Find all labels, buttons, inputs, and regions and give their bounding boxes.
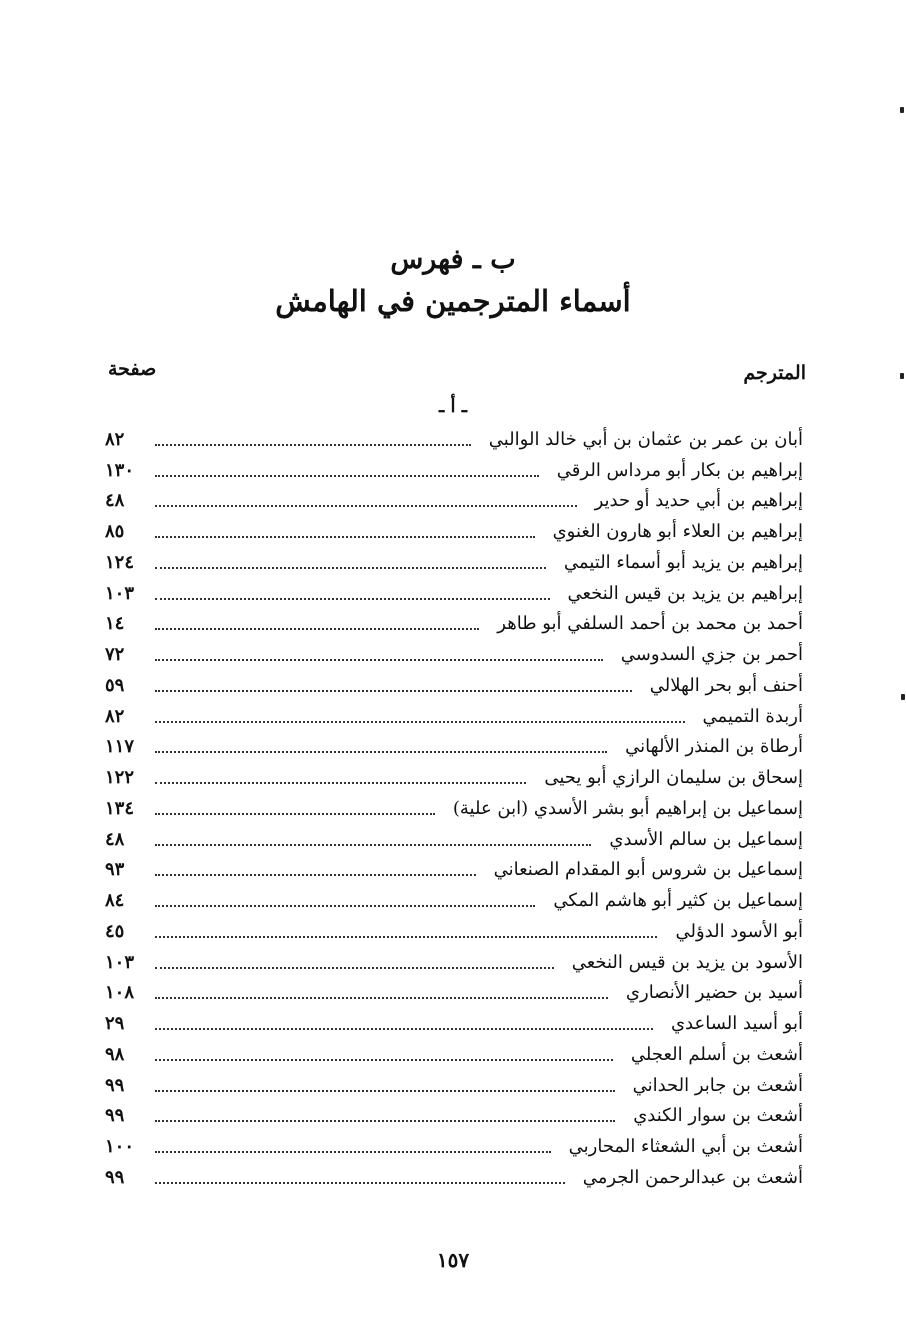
entry-page-number: ٩٩ [105,1074,125,1096]
index-entry [105,885,803,916]
dot-leader [155,720,685,723]
dot-leader [155,627,479,630]
entry-name: أبان بن عمر بن عثمان بن أبي خالد الوالبي [488,428,803,450]
entry-name: إسماعيل بن شروس أبو المقدام الصنعاني [493,859,803,881]
entry-page-number: ٩٣ [105,859,125,881]
entry-page-number: ٩٨ [105,1043,125,1065]
entry-page-number: ٨٢ [105,705,125,727]
dot-leader [155,1150,551,1153]
index-entry [105,670,803,701]
entry-page-number: ١٠٣ [105,951,135,973]
entry-page-number: ١٣٠ [105,459,135,481]
entry-name: أبو أسيد الساعدي [670,1013,803,1035]
dot-leader [155,566,546,569]
entry-page-number: ٥٩ [105,674,125,696]
entry-page-number: ١٠٠ [105,1136,135,1158]
index-title [0,240,906,322]
dot-leader [155,504,577,507]
page-number: ١٥٧ [436,1248,470,1272]
section-letter-alif: ـ أ ـ [438,396,468,417]
index-entry [105,1162,803,1193]
entry-name: أبو الأسود الدؤلي [675,920,803,942]
entry-page-number: ٤٥ [105,920,125,942]
dot-leader [155,443,471,446]
entry-page-number: ١٠٨ [105,982,135,1004]
title-line-2: أسماء المترجمين في الهامش [275,284,631,318]
entry-name: أرطاة بن المنذر الألهاني [625,736,803,758]
index-entries [105,424,803,1193]
dot-leader [155,597,550,600]
entry-page-number: ١٢٢ [105,767,135,789]
index-entry [105,547,803,578]
entry-name: أحمد بن محمد بن أحمد السلفي أبو طاهر [497,613,803,635]
dot-leader [155,1089,615,1092]
entry-page-number: ٨٥ [105,521,125,543]
dot-leader [155,996,608,999]
index-entry [105,578,803,609]
entry-name: أسيد بن حضير الأنصاري [625,982,803,1004]
index-entry [105,762,803,793]
entry-page-number: ٤٨ [105,828,125,850]
entry-name: أشعث بن سوار الكندي [633,1105,803,1127]
title-line-1: ب ـ فهرس [390,244,516,275]
index-entry [105,639,803,670]
dot-leader [155,873,476,876]
index-entry [105,793,803,824]
edge-mark [900,373,904,379]
index-entry [105,855,803,886]
dot-leader [155,1027,653,1030]
edge-mark [901,694,905,700]
entry-name: إسحاق بن سليمان الرازي أبو يحيى [544,767,803,789]
index-entry [105,486,803,517]
column-header-page: صفحة [108,358,157,380]
index-entry [105,1070,803,1101]
entry-name: إسماعيل بن كثير أبو هاشم المكي [553,890,803,912]
entry-page-number: ٩٩ [105,1166,125,1188]
entry-name: أشعث بن جابر الحداني [632,1074,803,1096]
entry-name: أربدة التميمي [702,705,803,727]
index-entry [105,824,803,855]
dot-leader [155,904,535,907]
edge-mark [900,107,904,113]
dot-leader [155,966,554,969]
entry-page-number: ١٢٤ [105,551,135,573]
index-entry [105,516,803,547]
entry-name: أحمر بن جزي السدوسي [620,644,803,666]
dot-leader [155,689,632,692]
entry-name: إبراهيم بن يزيد بن قيس النخعي [567,582,803,604]
dot-leader [155,1119,615,1122]
dot-leader [155,781,526,784]
entry-name: أحنف أبو بحر الهلالي [649,674,803,696]
entry-page-number: ٩٩ [105,1105,125,1127]
index-entry [105,701,803,732]
index-entry [105,424,803,455]
entry-page-number: ٨٤ [105,890,125,912]
dot-leader [155,812,435,815]
entry-page-number: ٤٨ [105,490,125,512]
index-entry [105,732,803,763]
index-entry [105,1008,803,1039]
entry-page-number: ١٤ [105,613,125,635]
dot-leader [155,474,539,477]
entry-name: أشعث بن أسلم العجلي [630,1043,803,1065]
entry-name: الأسود بن يزيد بن قيس النخعي [571,951,803,973]
index-entry [105,609,803,640]
dot-leader [155,1058,613,1061]
entry-name: إبراهيم بن يزيد أبو أسماء التيمي [563,551,803,573]
index-entry [105,947,803,978]
dot-leader [155,1181,565,1184]
entry-page-number: ١٣٤ [105,797,135,819]
entry-page-number: ١٠٣ [105,582,135,604]
entry-page-number: ٧٢ [105,644,125,666]
index-entry [105,978,803,1009]
entry-name: إسماعيل بن إبراهيم أبو بشر الأسدي (ابن علية) [452,797,803,819]
entry-page-number: ١١٧ [105,736,135,758]
entry-page-number: ٨٢ [105,428,125,450]
index-entry [105,455,803,486]
dot-leader [155,658,603,661]
index-entry [105,1039,803,1070]
dot-leader [155,843,591,846]
column-header-translated: المترجم [743,362,806,384]
entry-name: إبراهيم بن أبي حديد أو حدير [594,490,803,512]
index-entry [105,1131,803,1162]
entry-name: إبراهيم بن العلاء أبو هارون الغنوي [552,521,803,543]
entry-page-number: ٢٩ [105,1013,125,1035]
index-entry [105,916,803,947]
index-entry [105,1101,803,1132]
entry-name: إسماعيل بن سالم الأسدي [609,828,803,850]
dot-leader [155,750,607,753]
dot-leader [155,535,535,538]
dot-leader [155,935,657,938]
entry-name: أشعث بن عبدالرحمن الجرمي [582,1166,803,1188]
entry-name: إبراهيم بن بكار أبو مرداس الرقي [556,459,803,481]
entry-name: أشعث بن أبي الشعثاء المحاربي [568,1136,803,1158]
